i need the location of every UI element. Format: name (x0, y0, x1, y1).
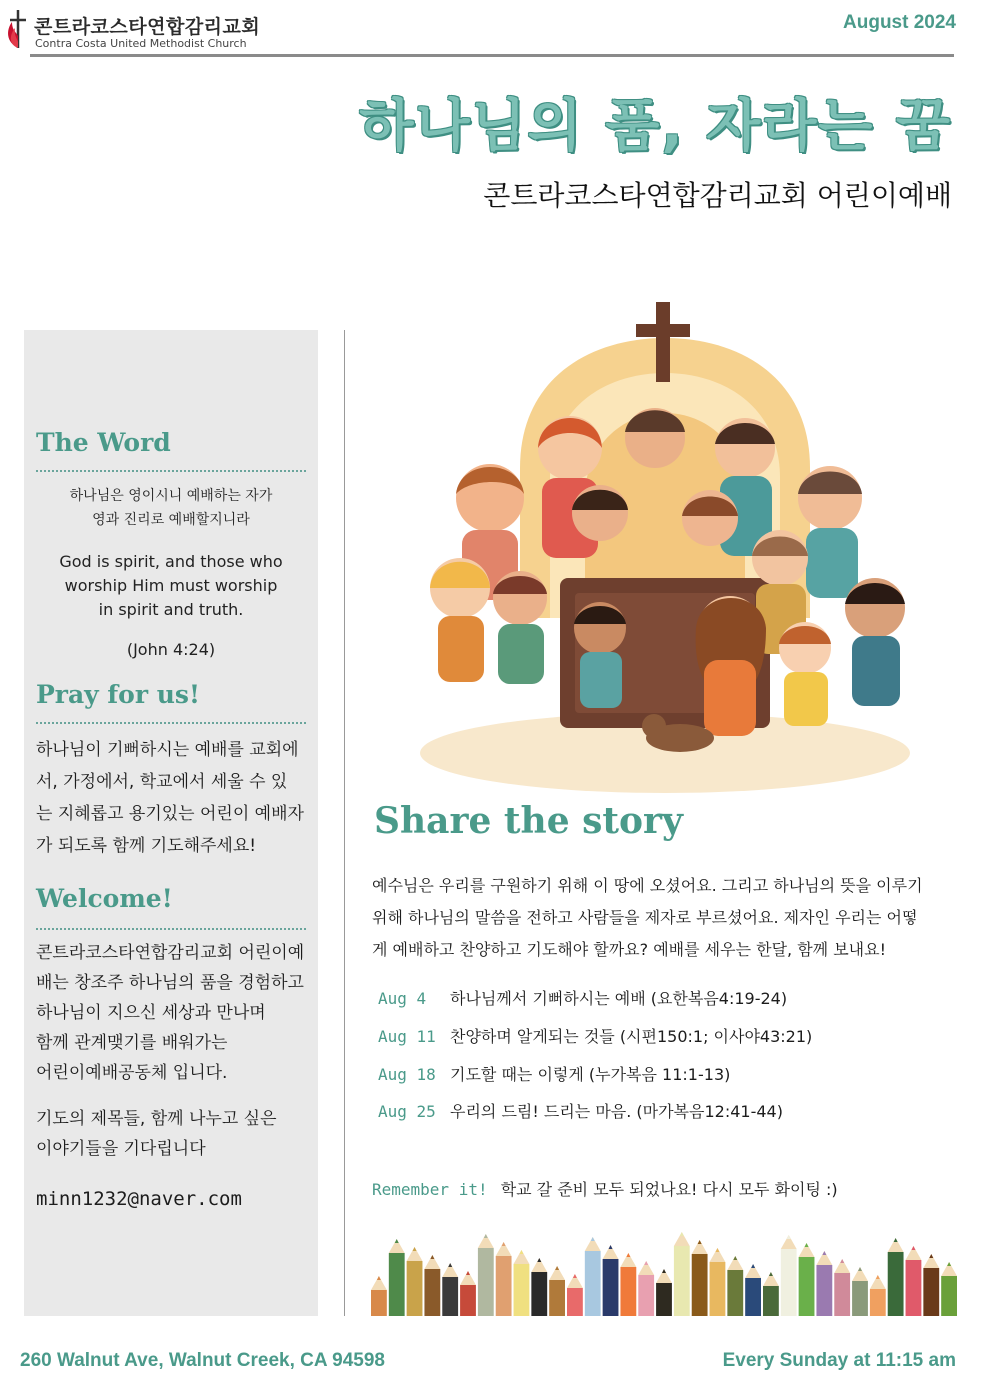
pray-line: 가 되도록 함께 기도해주세요! (36, 836, 257, 856)
pray-divider (36, 722, 306, 724)
pencil-lead (662, 1269, 666, 1273)
pencil-lead (609, 1245, 613, 1249)
pencil-body (727, 1270, 743, 1316)
pencil-body (620, 1267, 636, 1316)
contact-email-link[interactable]: minn1232@naver.com (36, 1188, 242, 1210)
pencil-lead (448, 1263, 452, 1267)
pencil-lead (822, 1251, 826, 1255)
page-header (0, 0, 982, 60)
pray-line: 는 지혜롭고 용기있는 어린이 예배자 (36, 804, 304, 824)
schedule-topic: 기도할 때는 이렇게 (누가복음 11:1-13) (450, 1065, 731, 1084)
pencil-body (923, 1268, 939, 1316)
pencil-body (745, 1278, 761, 1316)
pencil-body (389, 1253, 405, 1316)
schedule-topic: 하나님께서 기뻐하시는 예배 (요한복음4:19-24) (450, 989, 788, 1008)
pencil-lead (430, 1255, 434, 1259)
verse-english-line: in spirit and truth. (98, 600, 244, 619)
schedule-topic: 찬양하며 알게되는 것들 (시편150:1; 이사야43:21) (450, 1027, 813, 1046)
pencil-lead (591, 1237, 595, 1241)
pencil-body (514, 1264, 530, 1316)
schedule-date: Aug 18 (378, 1065, 436, 1084)
pencil-body (460, 1285, 476, 1316)
pencil-lead (715, 1248, 719, 1252)
verse-korean-line: 하나님은 영이시니 예배하는 자가 (69, 488, 273, 504)
pencil-body (710, 1262, 726, 1316)
story-text (372, 870, 958, 966)
header-divider (30, 54, 954, 57)
invite-line: 기도의 제목들, 함께 나누고 싶은 (36, 1109, 277, 1129)
welcome-line: 콘트라코스타연합감리교회 어린이예 (36, 943, 305, 963)
sidebar-panel (24, 330, 318, 1316)
verse-korean-line: 영과 진리로 예배할지니라 (92, 512, 250, 528)
verse-reference: (John 4:24) (126, 640, 216, 659)
footer-service-time: Every Sunday at 11:15 am (722, 1350, 956, 1371)
newsletter-title: 하나님의 품, 자라는 꿈 (359, 94, 952, 159)
pencil-body (531, 1272, 547, 1316)
pencil-body (407, 1261, 423, 1316)
pencil-lead (537, 1258, 541, 1262)
pencil-lead (840, 1259, 844, 1263)
pencil-lead (484, 1234, 488, 1238)
pencil-body (888, 1252, 904, 1316)
pencil-body (941, 1276, 957, 1316)
pray-line: 하나님이 기뻐하시는 예배를 교회에 (36, 740, 299, 760)
pencil-body (781, 1249, 797, 1316)
verse-korean (36, 484, 306, 532)
schedule-date: Aug 11 (378, 1027, 436, 1046)
pencil-lead (680, 1232, 684, 1236)
verse-english-line: God is spirit, and those who (59, 552, 283, 571)
pencil-lead (876, 1275, 880, 1279)
pencil-body (424, 1269, 440, 1316)
pencil-body (763, 1286, 779, 1316)
remember-note (372, 1176, 838, 1204)
pray-line: 서, 가정에서, 학교에서 세울 수 있 (36, 772, 288, 792)
pencil-body (638, 1275, 654, 1316)
welcome-line: 하나님이 지으신 세상과 만나며 (36, 1003, 266, 1023)
welcome-line: 배는 창조주 하나님의 품을 경험하고 (36, 973, 304, 993)
pencil-body (585, 1251, 601, 1316)
welcome-line: 함께 관계맺기를 배워가는 (36, 1033, 228, 1053)
story-line: 예수님은 우리를 구원하기 위해 이 땅에 오셨어요. 그리고 하나님의 뜻을 이루기 (372, 876, 923, 895)
pencil-body (852, 1281, 868, 1316)
church-name-korean: 콘트라코스타연합감리교회 (34, 16, 261, 38)
pencil-lead (413, 1247, 417, 1251)
colored-pencils-illustration (370, 1224, 958, 1316)
pencil-lead (698, 1240, 702, 1244)
schedule-date: Aug 4 (378, 989, 427, 1008)
pencil-lead (395, 1239, 399, 1243)
pencil-lead (858, 1267, 862, 1271)
pencil-lead (805, 1243, 809, 1247)
remember-text: 학교 갈 준비 모두 되었나요! 다시 모두 화이팅 :) (500, 1180, 838, 1199)
pencil-body (870, 1289, 886, 1316)
verse-english (36, 550, 306, 622)
pencil-lead (894, 1238, 898, 1242)
pencil-body (371, 1290, 387, 1316)
pencil-body (834, 1273, 850, 1316)
pencil-body (799, 1257, 815, 1316)
welcome-text (36, 938, 308, 1088)
pencil-lead (733, 1256, 737, 1260)
footer-address: 260 Walnut Ave, Walnut Creek, CA 94598 (20, 1350, 385, 1371)
church-name-english: Contra Costa United Methodist Church (35, 37, 247, 50)
pencil-body (603, 1259, 619, 1316)
pencil-lead (502, 1242, 506, 1246)
pencil-lead (573, 1274, 577, 1278)
pencil-body (674, 1246, 690, 1316)
welcome-heading: Welcome! (36, 884, 173, 913)
story-line: 위해 하나님의 말씀을 전하고 사람들을 제자로 부르셨어요. 제자인 우리는 어떻 (372, 908, 918, 927)
pencil-lead (555, 1266, 559, 1270)
pencil-lead (929, 1254, 933, 1258)
newsletter-subtitle: 콘트라코스타연합감리교회 어린이예배 (483, 179, 952, 212)
pencil-lead (466, 1271, 470, 1275)
pencil-body (442, 1277, 458, 1316)
invite-line: 이야기들을 기다립니다 (36, 1139, 206, 1159)
column-divider (344, 330, 345, 1316)
pencil-lead (519, 1250, 523, 1254)
pencil-lead (911, 1246, 915, 1250)
pencil-lead (626, 1253, 630, 1257)
welcome-line: 어린이예배공동체 입니다. (36, 1063, 228, 1083)
pencil-body (567, 1288, 583, 1316)
pencil-body (549, 1280, 565, 1316)
pencil-body (478, 1248, 494, 1316)
welcome-divider (36, 928, 306, 930)
schedule-topic: 우리의 드림! 드리는 마음. (마가복음12:41-44) (450, 1102, 783, 1121)
pencil-body (816, 1265, 832, 1316)
remember-label: Remember it! (372, 1180, 488, 1199)
cross-flame-logo-icon (4, 8, 30, 52)
pencil-lead (644, 1261, 648, 1265)
verse-english-line: worship Him must worship (64, 576, 278, 595)
pray-text (36, 734, 308, 862)
word-divider (36, 470, 306, 472)
family-worship-illustration (410, 298, 920, 798)
pencil-lead (769, 1272, 773, 1276)
schedule-date: Aug 25 (378, 1102, 436, 1121)
invite-text (36, 1104, 308, 1164)
pencil-body (692, 1254, 708, 1316)
issue-date: August 2024 (843, 12, 956, 33)
pencil-lead (377, 1276, 381, 1280)
pencil-body (656, 1283, 672, 1316)
word-heading: The Word (36, 428, 171, 457)
story-heading: Share the story (374, 800, 683, 842)
pray-heading: Pray for us! (36, 680, 200, 709)
story-line: 게 예배하고 찬양하고 기도해야 할까요? 예배를 세우는 한달, 함께 보내요! (372, 940, 886, 959)
pencil-lead (787, 1235, 791, 1239)
pencil-lead (947, 1262, 951, 1266)
pencil-lead (751, 1264, 755, 1268)
pencil-body (906, 1260, 922, 1316)
pencil-body (496, 1256, 512, 1316)
